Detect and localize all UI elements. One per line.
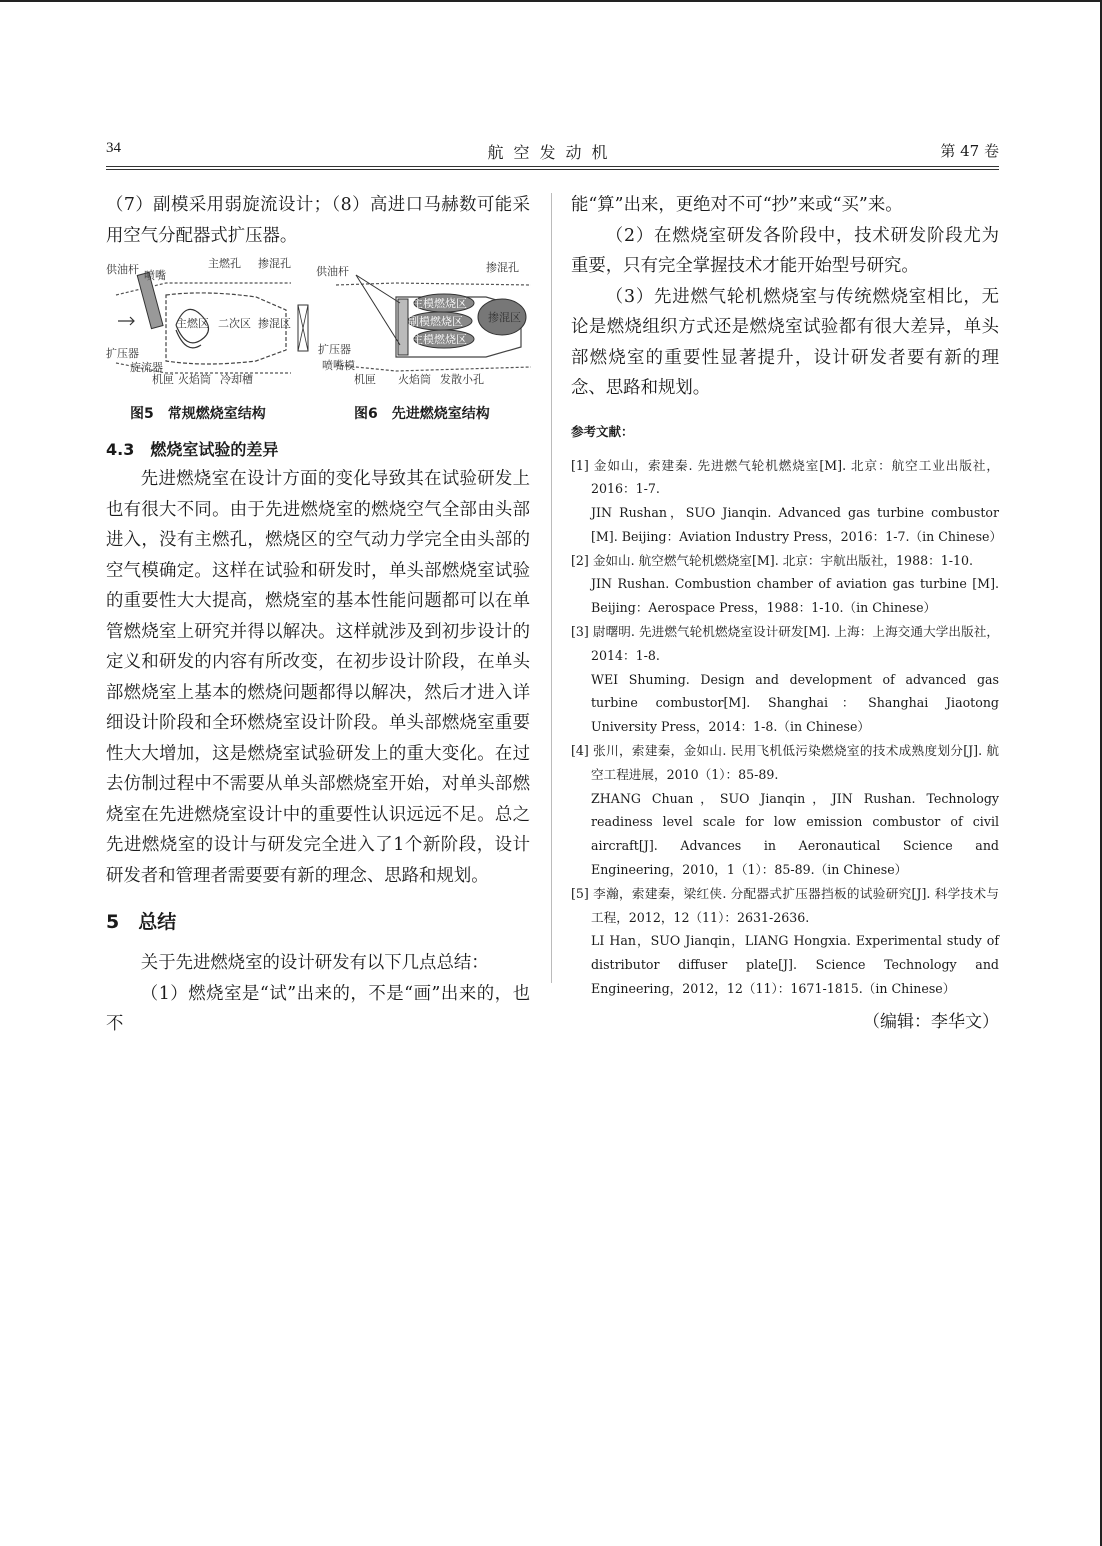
reference-en: LI Han，SUO Jianqin，LIANG Hongxia. Experimental study of distributor diffuser plate[J]. Science Technology and Engineering，2012，12（11）：1671-1815.（in Chinese） <box>591 933 999 997</box>
reference-en: JIN Rushan，SUO Jianqin. Advanced gas turbine combustor [M]. Beijing：Aviation Industry Press，2016：1-7.（in Chinese） <box>591 505 1003 544</box>
section-4-3-heading: 4.3 燃烧室试验的差异 <box>106 440 279 459</box>
fig5-label-mix-zone: 掺混区 <box>258 317 291 330</box>
reference-en: ZHANG Chuan，SUO Jianqin，JIN Rushan. Technology readiness level scale for low emission combustor of civil aircraft[J]. Advances in Aeronautical Science and Engineering，2010，1（1）：85-89.（in Chinese） <box>591 790 999 878</box>
header-rule <box>106 166 999 167</box>
fig5-label-liner: 火焰筒 <box>178 373 211 386</box>
fig6-label-nozzle-mode: 喷嘴模 <box>322 359 355 372</box>
reference-cn: [3] 尉曙明. 先进燃气轮机燃烧室设计研发[M]. 上海：上海交通大学出版社，2014：1-8. <box>571 624 999 663</box>
fig6-label-casing: 机匣 <box>354 373 376 386</box>
fig5-label-mix-hole: 掺混孔 <box>258 257 291 270</box>
fig5-label-main-hole: 主燃孔 <box>208 257 241 270</box>
figure-row <box>106 255 530 431</box>
reference-cn: [1] 金如山，索建秦. 先进燃气轮机燃烧室[M]. 北京：航空工业出版社，2016：1-7. <box>571 457 999 497</box>
fig6-label-mix-zone: 掺混区 <box>488 311 521 324</box>
figure-5-caption: 图5 常规燃烧室结构 <box>130 406 266 422</box>
reference-en: WEI Shuming. Design and development of advanced gas turbine combustor[M]. Shanghai：Shanghai Jiaotong University Press，2014：1-8.（in Chinese） <box>591 671 999 735</box>
fig6-label-mix-hole: 掺混孔 <box>486 261 519 274</box>
reference-cn: [2] 金如山. 航空燃气轮机燃烧室[M]. 北京：宇航出版社，1988：1-10. <box>571 552 973 568</box>
running-header <box>106 138 999 164</box>
summary-point-3: （3）先进燃气轮机燃烧室与传统燃烧室相比，无论是燃烧组织方式还是燃烧室试验都有很大差异，单头部燃烧室的重要性显著提升，设计研发者要有新的理念、思路和规划。 <box>571 286 999 398</box>
intro-paragraph: （7）副模采用弱旋流设计；（8）高进口马赫数可能采用空气分配器式扩压器。 <box>106 195 530 246</box>
fig5-label-supply-rod: 供油杆 <box>106 263 139 276</box>
figure-6-caption: 图6 先进燃烧室结构 <box>354 406 490 422</box>
figure-6-diagram <box>316 255 532 395</box>
references-heading: 参考文献： <box>571 423 634 439</box>
reference-item <box>571 549 999 620</box>
section-5-heading: 5 总结 <box>106 911 177 933</box>
fig5-label-casing: 机匣 <box>152 373 174 386</box>
left-column <box>106 190 530 1040</box>
figure-6 <box>316 255 532 395</box>
summary-point-1: （1）燃烧室是“试”出来的，不是“画”出来的，也不 <box>106 983 530 1034</box>
fig6-label-diffuser: 扩压器 <box>318 343 351 356</box>
summary-intro-paragraph: 关于先进燃烧室的设计研发有以下几点总结： <box>140 953 489 973</box>
reference-cn: [4] 张川，索建秦，金如山. 民用飞机低污染燃烧室的技术成熟度划分[J]. 航空工程进展，2010（1）：85-89. <box>571 743 999 782</box>
journal-title: 航空发动机 <box>487 143 618 162</box>
fig5-label-cooling-slot: 冷却槽 <box>220 373 253 386</box>
editor-note: （编辑：李华文） <box>863 1011 999 1032</box>
fig6-label-sub-mode-zone: 副模燃烧区 <box>408 315 463 328</box>
column-divider <box>551 193 552 983</box>
volume-label: 第 47 卷 <box>940 142 999 160</box>
fig6-label-effusion: 发散小孔 <box>440 373 484 386</box>
reference-item <box>571 620 999 739</box>
figure-5 <box>106 255 310 395</box>
reference-item <box>571 739 999 882</box>
summary-point-1-cont: 能“算”出来，更绝对不可“抄”来或“买”来。 <box>571 195 903 215</box>
reference-item <box>571 882 999 1001</box>
figure-5-diagram <box>106 255 310 395</box>
page-frame-top <box>0 0 1102 2</box>
fig6-label-liner: 火焰筒 <box>398 373 431 386</box>
header-rule-thin <box>106 169 999 170</box>
fig6-label-main-mode-zone: 主模燃烧区 <box>412 297 467 310</box>
fig6-label-main-mode-zone-lower: 主模燃烧区 <box>412 333 467 346</box>
fig5-label-diffuser: 扩压器 <box>106 347 139 360</box>
fig5-label-main-zone: 主燃区 <box>176 317 209 330</box>
summary-point-2: （2）在燃烧室研发各阶段中，技术研发阶段尤为重要，只有完全掌握技术才能开始型号研究。 <box>571 225 999 276</box>
reference-cn: [5] 李瀚，索建秦，梁红侠. 分配器式扩压器挡板的试验研究[J]. 科学技术与工程，2012，12（11）：2631-2636. <box>571 885 999 925</box>
fig5-label-nozzle: 喷嘴 <box>144 269 166 282</box>
page-number: 34 <box>106 140 121 156</box>
fig5-label-swirler: 旋流器 <box>130 361 163 374</box>
section-4-3-paragraph: 先进燃烧室在设计方面的变化导致其在试验研发上也有很大不同。由于先进燃烧室的燃烧空气全部由头部进入，没有主燃孔，燃烧区的空气动力学完全由头部的空气模确定。这样在试验和研发时，单头部燃烧室试验的重要性大大提高，燃烧室的基本性能问题都可以在单管燃烧室上研究并得以解决。这样就涉及到初步设计的定义和研发的内容有所改变，在初步设计阶段，在单头部燃烧室上基本的燃烧问题都得以解决，然后才进入详细设计阶段和全环燃烧室设计阶段。单头部燃烧室重要性大大增加，这是燃烧室试验研发上的重大变化。在过去仿制过程中不需要从单头部燃烧室开始，对单头部燃烧室在先进燃烧室设计中的重要性认识远远不足。总之先进燃烧室的设计与研发完全进入了1个新阶段，设计研发者和管理者需要要有新的理念、思路和规划。 <box>106 469 530 886</box>
fig5-label-second-zone: 二次区 <box>218 317 251 330</box>
reference-item <box>571 454 1003 549</box>
reference-en: JIN Rushan. Combustion chamber of aviation gas turbine [M]. Beijing：Aerospace Press，1988：1-10.（in Chinese） <box>591 576 999 616</box>
right-column <box>571 190 1003 1032</box>
fig6-label-supply-rod: 供油杆 <box>316 265 349 278</box>
